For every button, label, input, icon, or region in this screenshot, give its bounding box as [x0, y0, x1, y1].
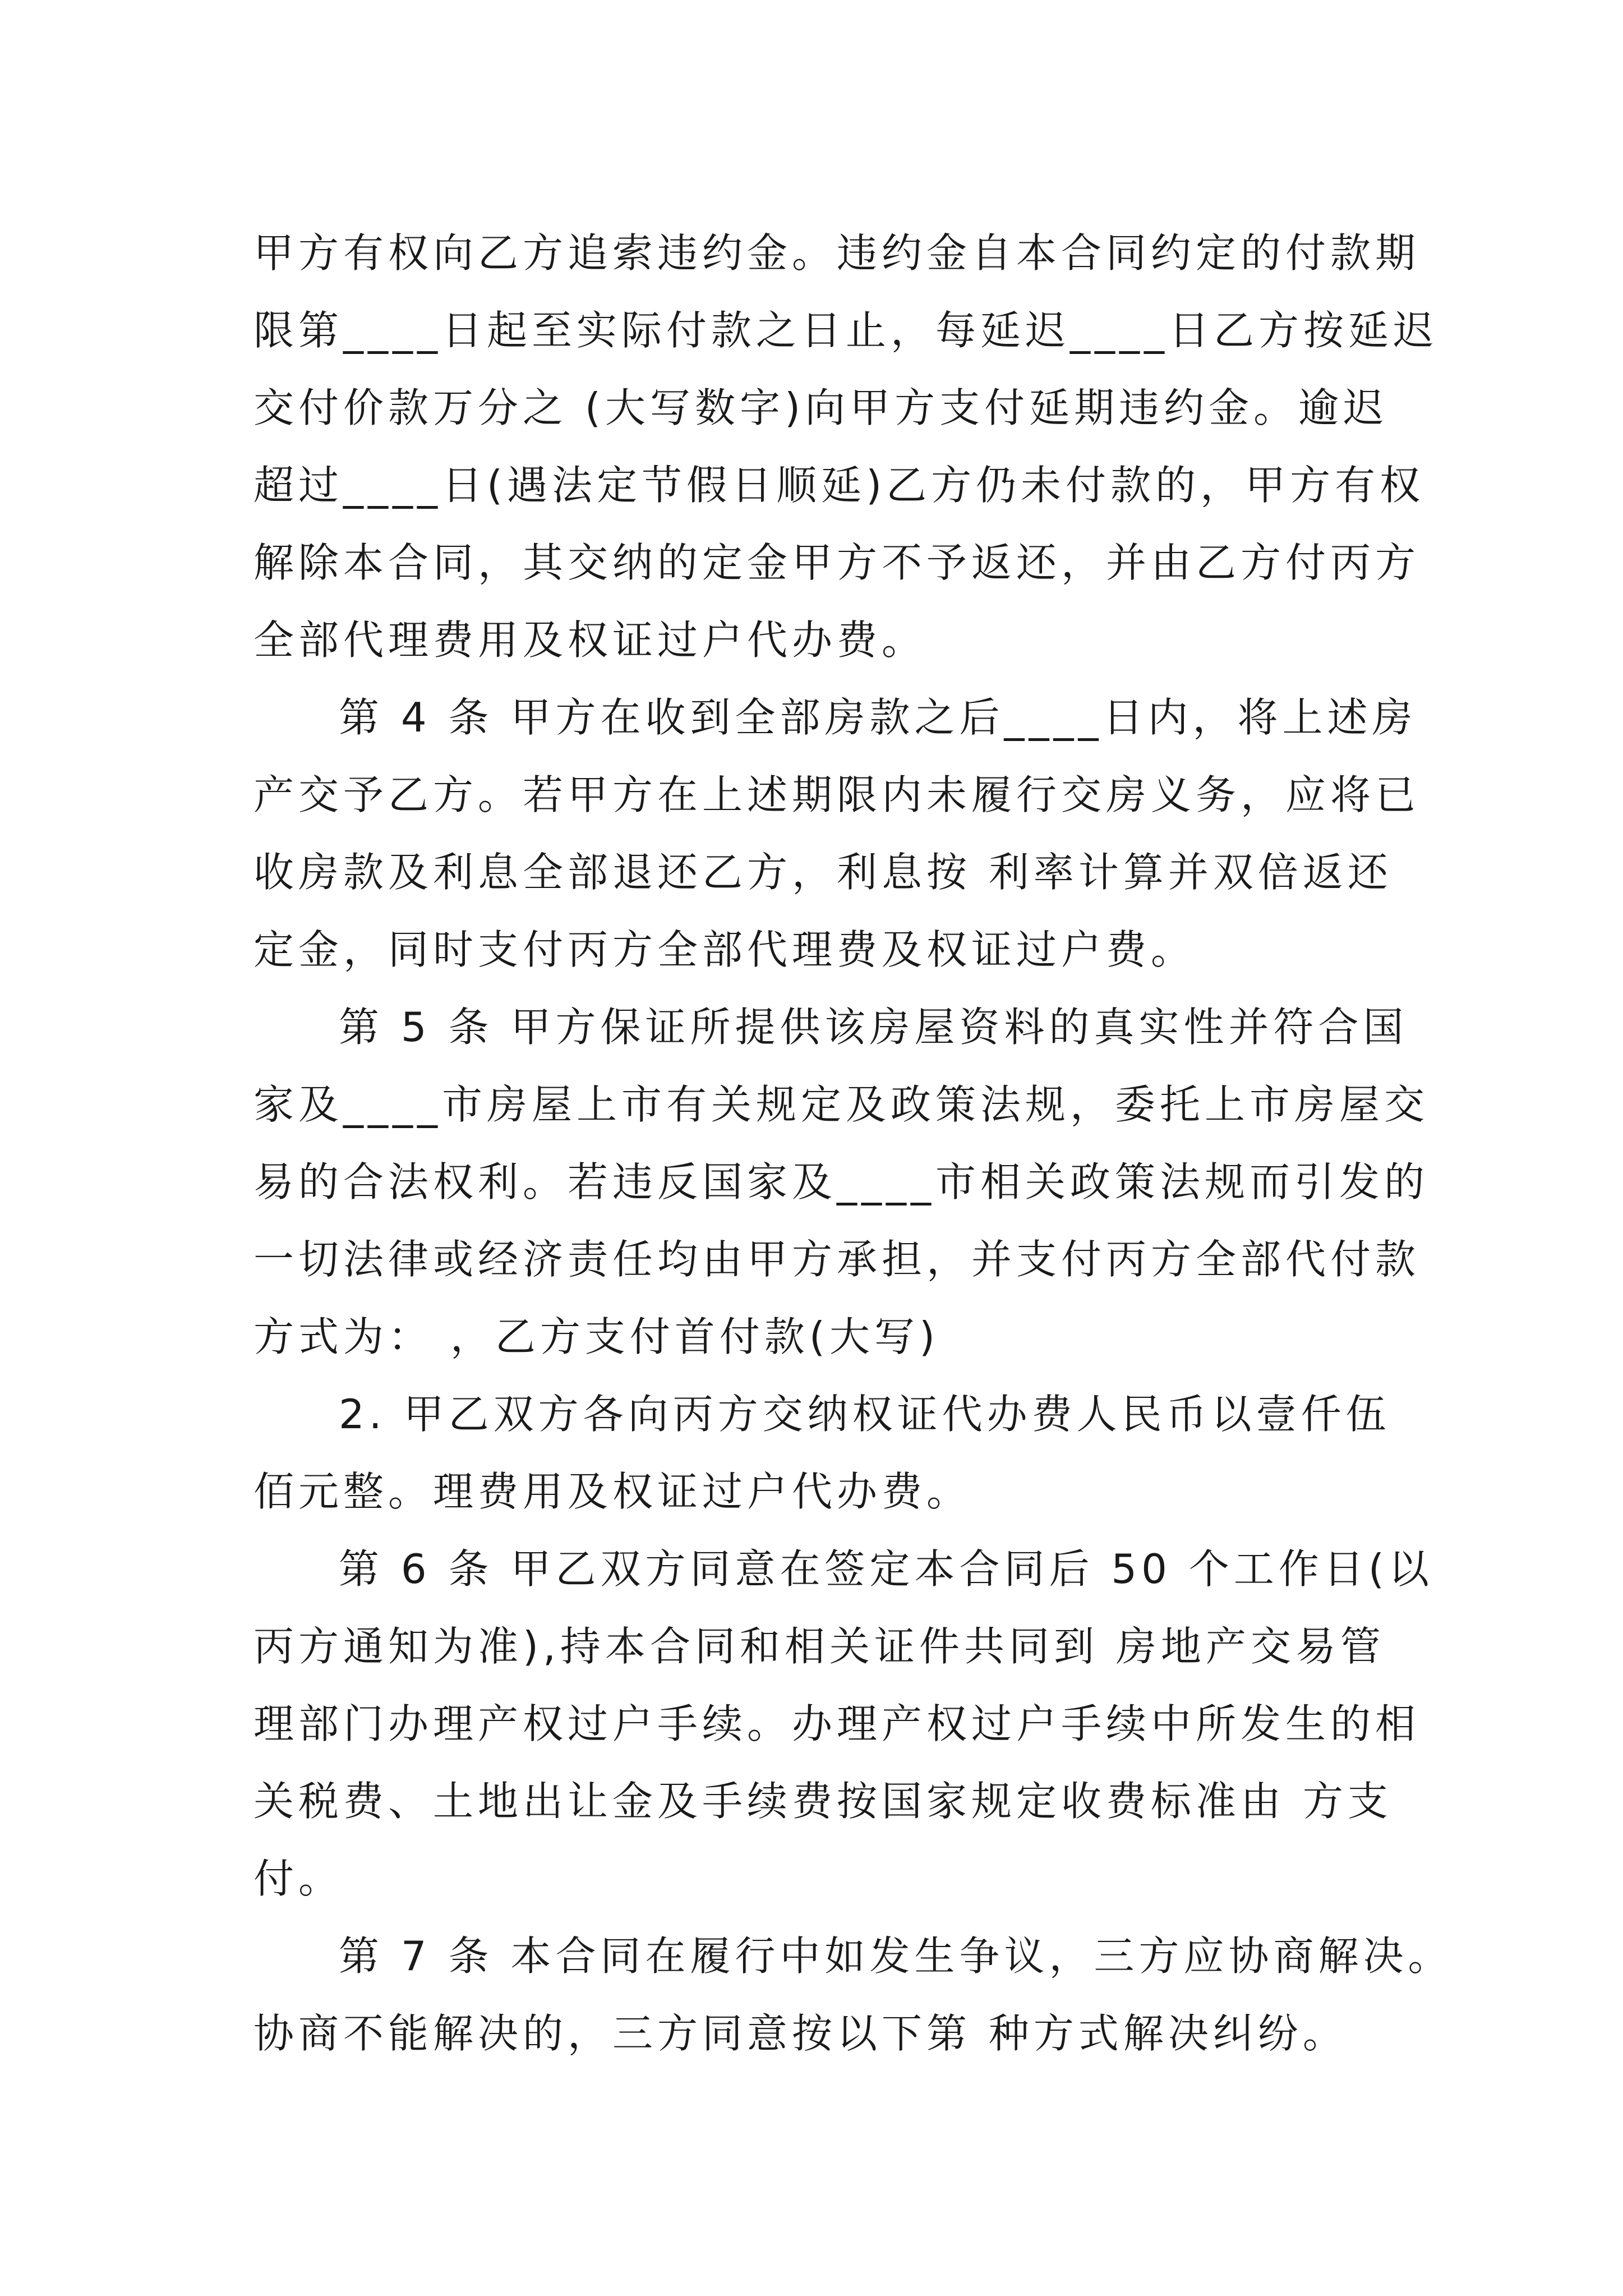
article-6-heading-line: 第 6 条 甲乙双方同意在签定本合同后 50 个工作日(以 — [339, 1545, 1433, 1593]
article-5-heading-line: 第 5 条 甲方保证所提供该房屋资料的真实性并符合国 — [339, 1004, 1408, 1051]
text-line: 全部代理费用及权证过户代办费。 — [253, 616, 927, 664]
text-line: 佰元整。理费用及权证过户代办费。 — [253, 1468, 972, 1515]
text-line: 超过____日(遇法定节假日顺延)乙方仍未付款的，甲方有权 — [253, 462, 1425, 509]
text-line: 易的合法权利。若违反国家及____市相关政策法规而引发的 — [253, 1158, 1430, 1205]
text-line: 交付价款万分之 (大写数字)向甲方支付延期违约金。逾迟 — [253, 384, 1389, 431]
text-line: 理部门办理产权过户手续。办理产权过户手续中所发生的相 — [253, 1700, 1421, 1747]
article-4-heading-line: 第 4 条 甲方在收到全部房款之后____日内，将上述房 — [339, 694, 1417, 741]
text-line: 产交予乙方。若甲方在上述期限内未履行交房义务，应将已 — [253, 771, 1421, 818]
text-line: 丙方通知为准),持本合同和相关证件共同到 房地产交易管 — [253, 1623, 1385, 1670]
text-line: 一切法律或经济责任均由甲方承担，并支付丙方全部代付款 — [253, 1236, 1421, 1283]
text-line: 关税费、土地出让金及手续费按国家规定收费标准由 方支 — [253, 1778, 1393, 1825]
text-line: 付。 — [253, 1855, 344, 1902]
text-line: 收房款及利息全部退还乙方，利息按 利率计算并双倍返还 — [253, 849, 1393, 896]
text-line: 解除本合同，其交纳的定金甲方不予返还，并由乙方付丙方 — [253, 539, 1421, 586]
text-line: 家及____市房屋上市有关规定及政策法规，委托上市房屋交 — [253, 1081, 1430, 1128]
text-line: 方式为： ，乙方支付首付款(大写) — [253, 1313, 940, 1360]
text-line: 甲方有权向乙方追索违约金。违约金自本合同约定的付款期 — [253, 229, 1421, 277]
text-line: 协商不能解决的，三方同意按以下第 种方式解决纠纷。 — [253, 2010, 1348, 2057]
contract-text — [253, 214, 1453, 2072]
article-7-heading-line: 第 7 条 本合同在履行中如发生争议，三方应协商解决。 — [339, 1932, 1453, 1980]
text-line: 限第____日起至实际付款之日止，每延迟____日乙方按延迟 — [253, 307, 1438, 354]
text-line: 定金，同时支付丙方全部代理费及权证过户费。 — [253, 926, 1196, 973]
clause-2-line: 2. 甲乙双方各向丙方交纳权证代办费人民币以壹仟伍 — [339, 1391, 1391, 1438]
